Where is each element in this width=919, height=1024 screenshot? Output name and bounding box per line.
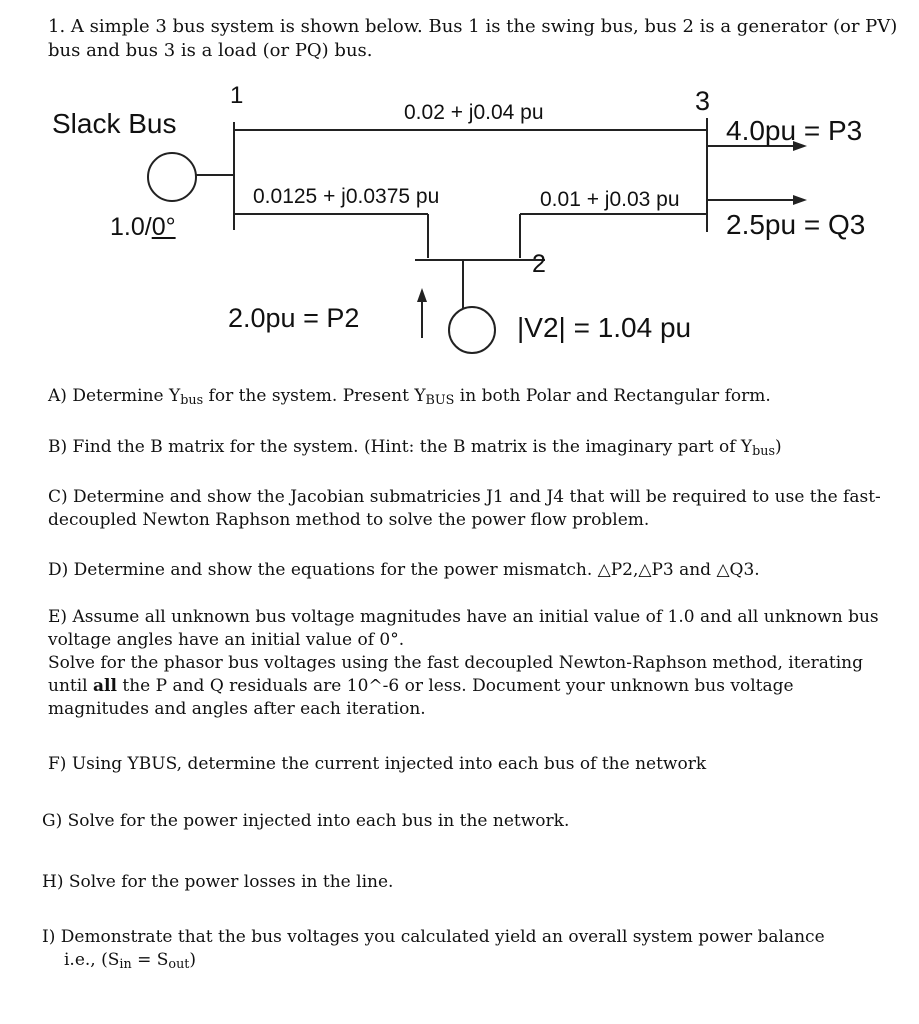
line-2-3-impedance: 0.01 + j0.03 pu [540,188,680,211]
slack-bus-label: Slack Bus [52,108,177,139]
slack-generator-circle [148,153,196,201]
question-g: G) Solve for the power injected into each bus in the network. [42,811,570,831]
question-i [42,926,892,972]
problem-intro: 1. A simple 3 bus system is shown below. Bus 1 is the swing bus, bus 2 is a generator (or PV) bus and bus 3 is a load (or PQ) bus. [48,16,898,61]
bus3-number: 3 [695,86,711,116]
question-a: A) Determine $Y_{bus}$ for the system. Present $Y_{BUS}$ in both Polar and Rectangular form. [48,386,771,409]
question-i-line1: I) Demonstrate that the bus voltages you calculated yield an overall system power balance [42,927,825,947]
question-h: H) Solve for the power losses in the line. [42,872,394,892]
question-d: D) Determine and show the equations for the power mismatch. △P2,△P3 and △Q3. [48,560,760,580]
question-i-line2: i.e., $(S_{in} = S_{out})$ [64,950,197,973]
bus2-number: 2 [532,250,546,278]
line-1-2-impedance: 0.0125 + j0.0375 pu [253,185,440,208]
q3-label: 2.5pu = Q3 [726,209,866,240]
q3-arrow-head [793,195,807,205]
question-e [48,606,898,721]
p3-label: 4.0pu = P3 [726,115,863,146]
question-c: C) Determine and show the Jacobian submatricies J1 and J4 that will be required to use the fast-decoupled Newton Raphson method to solve the power flow problem. [48,487,881,530]
bus2-generator-circle [449,307,495,353]
question-b: B) Find the B matrix for the system. (Hint: the B matrix is the imaginary part of $Y_{bus}$) [48,437,782,460]
slack-voltage-angle: 0° [151,213,176,241]
question-e-task: Solve for the phasor bus voltages using the fast decoupled Newton-Raphson method, iterating until all the P and Q residuals are 10^-6 or less. Document your unknown bus voltage magnitudes and angles after each iteration. [48,653,863,719]
question-e-assumption: E) Assume all unknown bus voltage magnitudes have an initial value of 1.0 and all unknown bus voltage angles have an initial value of 0°. [48,607,879,650]
p2-arrow-head [417,288,427,302]
line-1-3-impedance: 0.02 + j0.04 pu [404,101,544,124]
v2-label: |V2| = 1.04 pu [517,312,692,343]
p2-label: 2.0pu = P2 [228,303,360,333]
bus1-number: 1 [230,82,244,109]
question-f: F) Using YBUS, determine the current injected into each bus of the network [48,754,707,774]
one-line-diagram [0,0,919,370]
slack-voltage-label: 1.0/0° [110,213,176,241]
